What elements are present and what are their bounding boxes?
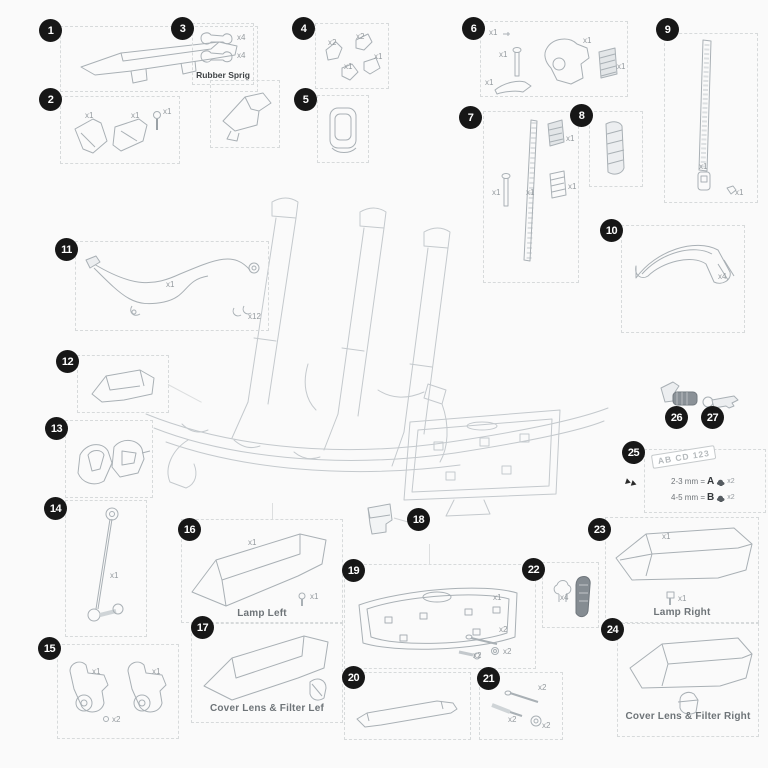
qty-label: x1 (152, 667, 161, 676)
plate-text: AB CD 123 (657, 447, 711, 466)
item-2-badge: 2 (39, 88, 62, 111)
qty-label: x1 (344, 62, 353, 71)
clamp-assembly-drawing (481, 22, 629, 98)
qty-label: x1 (699, 162, 708, 171)
item-3-label: Rubber Sprig (196, 70, 250, 80)
qty-label: x1 (566, 134, 575, 143)
item-6-box (480, 21, 628, 97)
qty-label: x1 (85, 111, 94, 120)
item-1-badge: 1 (39, 19, 62, 42)
item-8-box (589, 111, 643, 187)
qty-label: x1 (568, 182, 577, 191)
qty-label: x2 (499, 625, 508, 634)
item-14-box (65, 500, 147, 637)
rubber-pad-drawing (590, 112, 644, 188)
item-5-badge: 5 (294, 88, 317, 111)
qty-label: x1 (493, 593, 502, 602)
item-24-label: Cover Lens & Filter Right (625, 711, 751, 722)
latch-part-drawing (211, 81, 281, 149)
qty-label: x1 (485, 78, 494, 87)
qty-label: x1 (131, 111, 140, 120)
item-17-box (191, 623, 343, 723)
item-17-label: Cover Lens & Filter Lef (209, 703, 325, 714)
item-23-box (605, 517, 759, 623)
qty-label: x1 (92, 667, 101, 676)
qty-label: x2 (508, 715, 517, 724)
item-24-badge: 24 (601, 618, 624, 641)
item-3-box (192, 23, 254, 85)
qty-label: x1 (492, 188, 501, 197)
item-4-badge: 4 (292, 17, 315, 40)
item-13-box (65, 420, 153, 498)
small-bracket-drawing (360, 496, 412, 540)
qty-label: x4 (237, 33, 246, 42)
item-10-badge: 10 (600, 219, 623, 242)
item-23-label: Lamp Right (653, 607, 711, 618)
item-13-badge: 13 (45, 417, 68, 440)
qty-label: x1 (678, 594, 687, 603)
qty-label: x12 (248, 312, 261, 321)
qty-label: x1 (166, 280, 175, 289)
item-11-box (75, 241, 269, 331)
qty-label: x4 (237, 51, 246, 60)
long-strap-drawing (665, 34, 759, 204)
qty-label: x1 (110, 571, 119, 580)
item-4-box (315, 23, 389, 89)
qty-label: x1 (499, 50, 508, 59)
knob-parts-drawing (66, 421, 154, 499)
item-16-badge: 16 (178, 518, 201, 541)
qty-label: x2 (503, 647, 512, 656)
rod-part-drawing (66, 501, 148, 638)
item-15-box (57, 644, 179, 739)
leader-line (429, 544, 430, 564)
item-22-box (542, 562, 599, 628)
qty-label: x2 (356, 32, 365, 41)
item-11-badge: 11 (55, 238, 78, 261)
qty-label: x1 (163, 107, 172, 116)
qty-label: x1 (735, 188, 744, 197)
item-19-badge: 19 (342, 559, 365, 582)
item-10-box (621, 225, 745, 333)
item-15-badge: 15 (38, 637, 61, 660)
qty-label: x2 (328, 38, 337, 47)
item-7-box (483, 111, 579, 283)
item-18-badge: 18 (407, 508, 430, 531)
item-9-badge: 9 (656, 18, 679, 41)
qty-label: x2 (112, 715, 121, 724)
depth-row-b: 4-5 mm = B x2 (671, 492, 735, 503)
holder-part-drawing (318, 96, 370, 164)
clip-icon (716, 493, 725, 502)
item-25-box (644, 449, 766, 513)
qty-label: x1 (662, 532, 671, 541)
item-20-badge: 20 (342, 666, 365, 689)
item-24-box (617, 623, 759, 737)
item-6-badge: 6 (462, 17, 485, 40)
item-23-badge: 23 (588, 518, 611, 541)
item-3-extra-box (210, 80, 280, 148)
arm-handle-drawing (622, 226, 746, 334)
item-26-badge: 26 (665, 406, 688, 429)
item-21-badge: 21 (477, 667, 500, 690)
item-5-box (317, 95, 369, 163)
clip-and-grip-drawing (543, 563, 600, 629)
qty-label: x4 (718, 272, 727, 281)
item-22-badge: 22 (522, 558, 545, 581)
qty-label: x1 (489, 28, 498, 37)
item-27-badge: 27 (701, 406, 724, 429)
item-25-badge: 25 (622, 441, 645, 464)
qty-label: x2 (473, 651, 482, 660)
item-16-label: Lamp Left (237, 608, 287, 619)
qty-label: x1 (583, 36, 592, 45)
item-19-box (344, 564, 536, 669)
qty-label: x4 (560, 593, 569, 602)
clip-icon (716, 477, 725, 486)
item-8-badge: 8 (570, 104, 593, 127)
wedge-part-drawing (78, 356, 170, 414)
item-2-box (60, 96, 180, 164)
item-3-badge: 3 (171, 17, 194, 40)
item-12-box (77, 355, 169, 413)
qty-label: x1 (526, 188, 535, 197)
qty-label: x1 (310, 592, 319, 601)
item-14-badge: 14 (44, 497, 67, 520)
item-12-badge: 12 (56, 350, 79, 373)
item-17-badge: 17 (191, 616, 214, 639)
qty-label: x1 (374, 52, 383, 61)
bar-part-drawing (345, 673, 472, 741)
item-16-box (181, 519, 343, 623)
item-7-badge: 7 (459, 106, 482, 129)
qty-label: x2 (542, 721, 551, 730)
qty-label: x1 (248, 538, 257, 547)
qty-label: x2 (538, 683, 547, 692)
depth-row-a: 2-3 mm = A x2 (671, 476, 735, 487)
leader-line (272, 503, 273, 519)
bracket-parts-drawing (58, 645, 180, 740)
item-9-box (664, 33, 758, 203)
license-plate-sample (651, 445, 717, 469)
qty-label: x1 (617, 62, 626, 71)
